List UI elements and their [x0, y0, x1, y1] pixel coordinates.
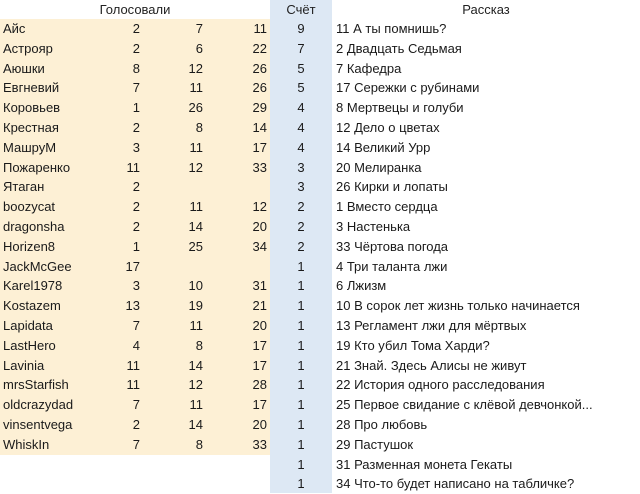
voter-name: WhiskIn: [3, 436, 50, 452]
score-value: 2: [297, 219, 305, 234]
vote-1: 11: [126, 159, 140, 175]
table-row: [0, 138, 640, 158]
score-value: 4: [297, 120, 305, 135]
score-value: 1: [297, 298, 305, 314]
vote-2: 11: [189, 199, 203, 215]
voter-name: Lavinia: [3, 357, 45, 373]
voter-name: Kostazem: [3, 298, 61, 314]
voter-name: mrsStarfish: [3, 377, 69, 393]
table-row: [0, 78, 640, 98]
story-title: 26 Кирки и лопаты: [336, 179, 448, 195]
vote-3: 17: [252, 139, 267, 155]
table-row: [0, 177, 640, 197]
score-value: 1: [297, 318, 305, 333]
score-value: 1: [297, 258, 305, 274]
story-title: 21 Знай. Здесь Алисы не живут: [336, 357, 527, 373]
vote-1: 4: [132, 337, 140, 353]
vote-3: 22: [252, 40, 267, 56]
voter-name: Пожаренко: [3, 159, 71, 175]
vote-2: 14: [188, 417, 203, 432]
story-title: 12 Дело о цветах: [336, 120, 440, 135]
vote-2: 8: [195, 337, 203, 353]
story-title: 20 Мелиранка: [336, 159, 422, 175]
vote-2: 6: [195, 40, 203, 56]
story-title: 6 Лжизм: [336, 278, 387, 294]
story-title: 4 Три таланта лжи: [336, 258, 448, 274]
story-title: 8 Мертвецы и голуби: [336, 100, 464, 116]
vote-2: 12: [188, 60, 203, 76]
table-row: [0, 257, 640, 277]
voter-name: oldcrazydad: [3, 397, 74, 413]
table-row: [0, 197, 640, 217]
table-row: [0, 217, 640, 237]
table-row: [0, 296, 640, 316]
voter-name: vinsentvega: [3, 417, 73, 432]
vote-2: 11: [189, 80, 203, 96]
table-row: [0, 237, 640, 257]
story-title: 34 Что-то будет написано на табличке?: [336, 476, 575, 492]
vote-1: 17: [125, 258, 140, 274]
vote-1: 13: [125, 298, 140, 314]
vote-1: 11: [126, 377, 140, 393]
header-row: [0, 0, 640, 20]
vote-3: 34: [252, 238, 267, 254]
voter-name: LastHero: [3, 337, 56, 353]
story-title: 31 Разменная монета Гекаты: [336, 456, 513, 472]
table-row: [0, 455, 640, 475]
vote-3: 20: [252, 417, 267, 432]
vote-1: 2: [132, 417, 140, 432]
vote-3: 17: [252, 357, 267, 373]
score-value: 9: [297, 21, 305, 36]
vote-3: 17: [252, 337, 267, 353]
score-value: 5: [297, 60, 305, 76]
score-value: 2: [297, 199, 305, 215]
header-story: Рассказ: [462, 2, 510, 17]
vote-3: [0, 455, 267, 475]
story-title: 33 Чёртова погода: [336, 238, 449, 254]
story-title: 19 Кто убил Тома Харди?: [336, 337, 490, 353]
vote-3: 11: [253, 21, 267, 36]
score-value: 5: [297, 80, 305, 96]
vote-1: 2: [132, 179, 140, 195]
vote-2: 8: [195, 436, 203, 452]
vote-1: 2: [132, 199, 140, 215]
voter-name: dragonsha: [3, 219, 65, 234]
score-value: 1: [297, 456, 305, 472]
vote-2: 11: [189, 397, 203, 413]
vote-3: 33: [252, 436, 267, 452]
vote-1: 2: [132, 120, 140, 135]
vote-3: 26: [252, 60, 267, 76]
vote-1: 2: [132, 40, 140, 56]
voter-name: Horizen8: [3, 238, 56, 254]
table-row: [0, 276, 640, 296]
vote-1: 7: [132, 318, 140, 333]
vote-2: 26: [188, 100, 203, 116]
voter-name: Айс: [3, 21, 26, 36]
table-row: [0, 375, 640, 395]
voter-name: boozycat: [3, 199, 56, 215]
vote-1: 7: [132, 80, 140, 96]
vote-2: 7: [195, 21, 203, 36]
voter-name: Karel1978: [3, 278, 63, 294]
vote-2: 12: [188, 377, 203, 393]
vote-2: 19: [188, 298, 203, 314]
header-score: Счёт: [286, 2, 316, 17]
story-title: 14 Великий Урр: [336, 139, 431, 155]
story-title: 17 Сережки с рубинами: [336, 80, 480, 96]
vote-2: 12: [188, 159, 203, 175]
vote-2: 14: [188, 357, 203, 373]
table-row: [0, 435, 640, 455]
vote-3: 28: [252, 377, 267, 393]
vote-3: 17: [252, 397, 267, 413]
voter-name: Астрояр: [3, 40, 53, 56]
voter-name: Крестная: [3, 120, 59, 135]
vote-1: 8: [132, 60, 140, 76]
vote-1: 11: [126, 357, 140, 373]
story-title: 29 Пастушок: [336, 436, 414, 452]
vote-2: 8: [195, 120, 203, 135]
voter-name: Ятаган: [3, 179, 45, 195]
vote-2: 11: [189, 139, 203, 155]
score-value: 3: [297, 159, 305, 175]
story-title: 25 Первое свидание с клёвой девчонкой...: [336, 397, 593, 413]
vote-3: 29: [252, 100, 267, 116]
vote-1: 3: [132, 139, 140, 155]
score-value: 4: [297, 139, 305, 155]
table-row: [0, 59, 640, 79]
score-value: 1: [297, 337, 305, 353]
vote-1: 7: [132, 397, 140, 413]
table-row: [0, 395, 640, 415]
score-value: 1: [297, 278, 305, 294]
table-row: [0, 415, 640, 435]
voter-name: МашруМ: [3, 139, 57, 155]
story-title: 28 Про любовь: [336, 417, 428, 432]
score-value: 7: [297, 40, 305, 56]
score-value: 1: [297, 377, 305, 393]
header-voters: Голосовали: [99, 2, 171, 17]
score-value: 4: [297, 100, 305, 116]
story-title: 7 Кафедра: [336, 60, 402, 76]
vote-1: 3: [132, 278, 140, 294]
story-title: 2 Двадцать Седьмая: [336, 40, 462, 56]
vote-3: 33: [252, 159, 267, 175]
table-row: [0, 356, 640, 376]
story-title: 1 Вместо сердца: [336, 199, 438, 215]
score-value: 2: [297, 238, 305, 254]
vote-3: 21: [252, 298, 267, 314]
table-row: [0, 336, 640, 356]
vote-3: 12: [252, 199, 267, 215]
story-title: 22 История одного расследования: [336, 377, 545, 393]
score-value: 1: [297, 476, 305, 492]
table-row: [0, 39, 640, 59]
table-row: [0, 19, 640, 39]
table-row: [0, 158, 640, 178]
vote-1: 1: [132, 238, 140, 254]
table-row: [0, 118, 640, 138]
table-row: [0, 474, 640, 494]
score-value: 1: [297, 357, 305, 373]
vote-3: [0, 177, 267, 197]
score-value: 3: [297, 179, 305, 195]
vote-3: 20: [252, 318, 267, 333]
score-value: 1: [297, 397, 305, 413]
voter-name: Аюшки: [3, 60, 45, 76]
story-title: 3 Настенька: [336, 219, 411, 234]
story-title: 10 В сорок лет жизнь только начинается: [336, 298, 580, 314]
vote-1: 2: [132, 219, 140, 234]
vote-1: 1: [132, 100, 140, 116]
voter-name: JackMcGee: [3, 258, 72, 274]
voter-name: Lapidata: [3, 318, 53, 333]
table-row: [0, 316, 640, 336]
vote-3: [0, 474, 267, 494]
score-value: 1: [297, 417, 305, 432]
vote-2: 25: [188, 238, 203, 254]
vote-3: 26: [252, 80, 267, 96]
vote-1: 7: [132, 436, 140, 452]
vote-3: 20: [252, 219, 267, 234]
vote-2: 11: [189, 318, 203, 333]
score-value: 1: [297, 436, 305, 452]
vote-2: 14: [188, 219, 203, 234]
voter-name: Евгневий: [3, 80, 60, 96]
vote-2: 10: [188, 278, 203, 294]
voter-name: Коровьев: [3, 100, 61, 116]
story-title: 13 Регламент лжи для мёртвых: [336, 318, 527, 333]
vote-3: [0, 257, 267, 277]
story-title: 11 А ты помнишь?: [336, 21, 447, 36]
table-row: [0, 98, 640, 118]
vote-1: 2: [132, 21, 140, 36]
vote-3: 31: [252, 278, 267, 294]
vote-3: 14: [252, 120, 267, 135]
